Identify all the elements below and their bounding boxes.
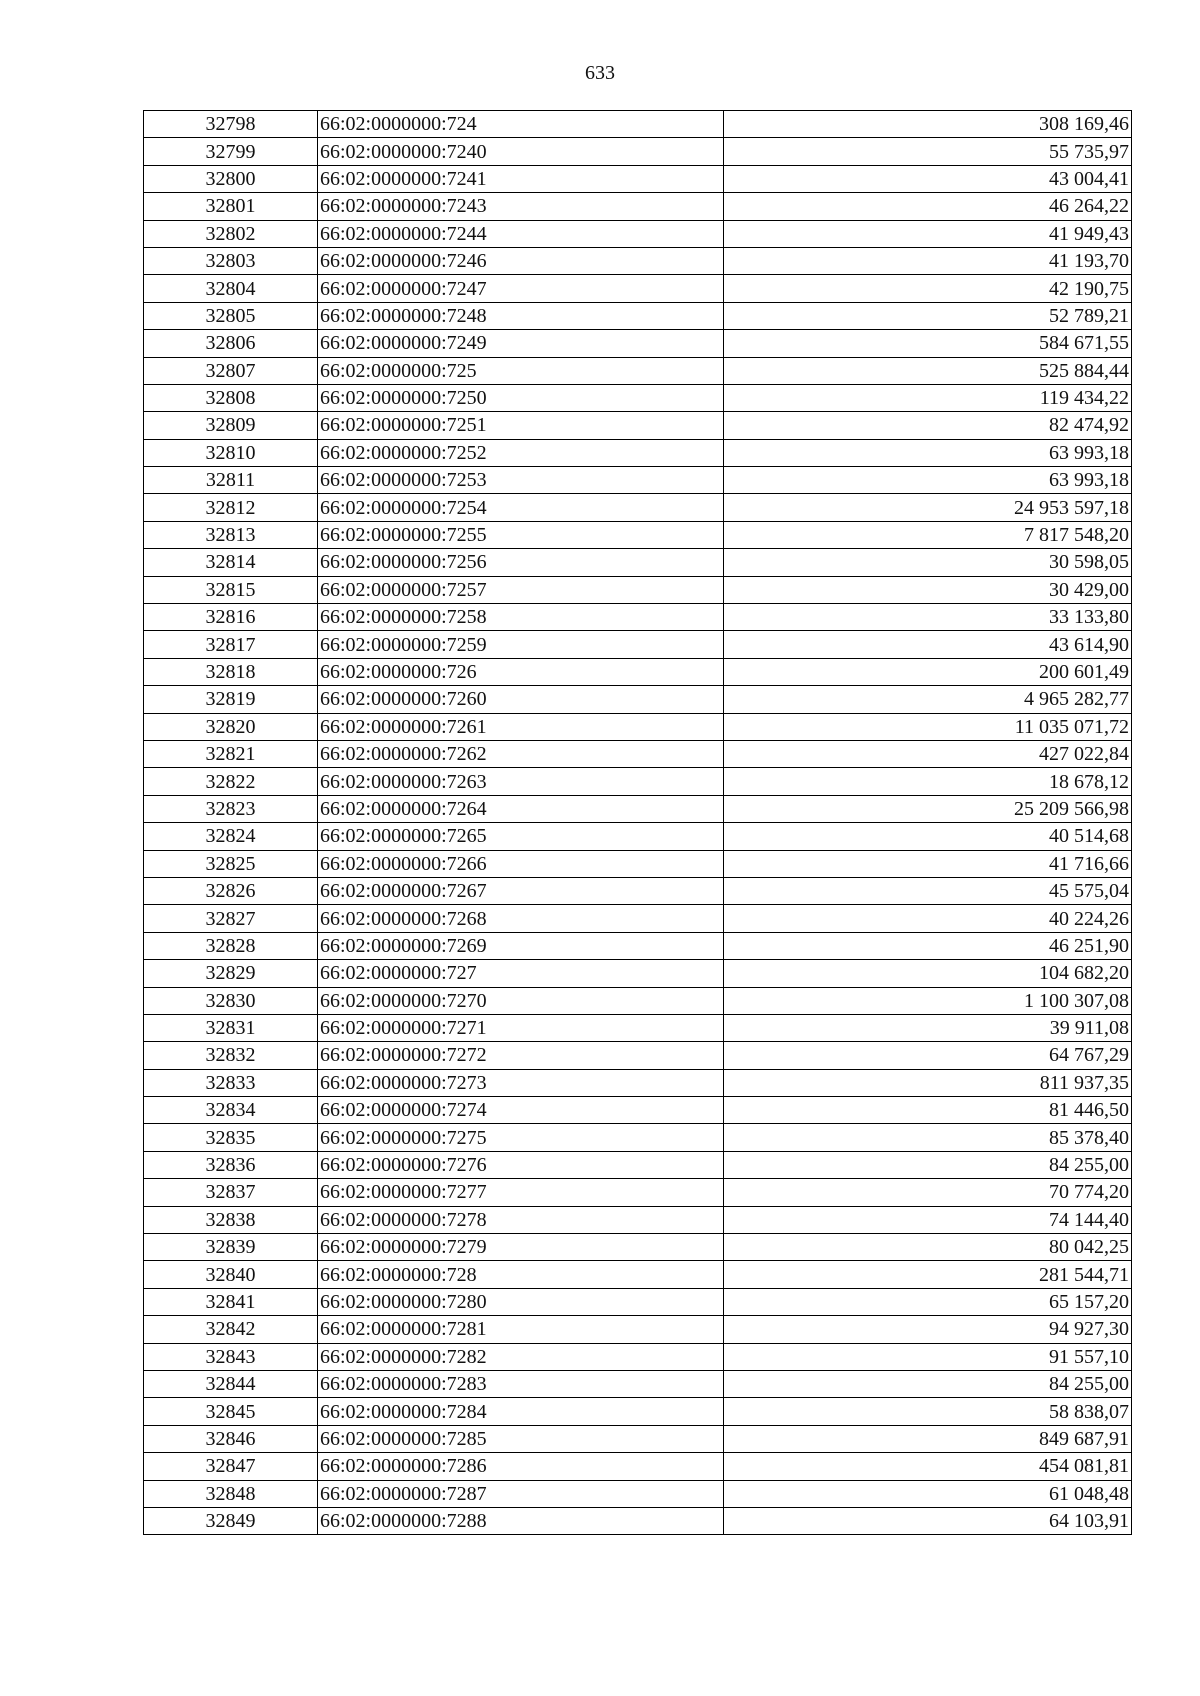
table-row: [144, 1014, 1132, 1041]
table-row: [144, 494, 1132, 521]
row-number-cell: 32823: [144, 795, 318, 822]
cadastral-number-cell: 66:02:0000000:7257: [318, 576, 724, 603]
table-row: [144, 1507, 1132, 1534]
row-number-cell: 32836: [144, 1151, 318, 1178]
table-row: [144, 740, 1132, 767]
cadastral-number-cell: 66:02:0000000:7279: [318, 1234, 724, 1261]
cadastral-number-cell: 66:02:0000000:7256: [318, 549, 724, 576]
row-number-cell: 32811: [144, 467, 318, 494]
cadastral-value-cell: 46 251,90: [724, 932, 1132, 959]
row-number-cell: 32806: [144, 330, 318, 357]
cadastral-number-cell: 66:02:0000000:725: [318, 357, 724, 384]
cadastral-number-cell: 66:02:0000000:7267: [318, 877, 724, 904]
table-row: [144, 302, 1132, 329]
table-row: [144, 658, 1132, 685]
cadastral-value-table: [143, 110, 1132, 1535]
cadastral-value-cell: 91 557,10: [724, 1343, 1132, 1370]
table-row: [144, 1370, 1132, 1397]
table-row: [144, 549, 1132, 576]
table-row: [144, 1124, 1132, 1151]
cadastral-value-cell: 61 048,48: [724, 1480, 1132, 1507]
row-number-cell: 32827: [144, 905, 318, 932]
row-number-cell: 32835: [144, 1124, 318, 1151]
table-row: [144, 576, 1132, 603]
cadastral-number-cell: 66:02:0000000:7260: [318, 686, 724, 713]
cadastral-number-cell: 66:02:0000000:7288: [318, 1507, 724, 1534]
row-number-cell: 32813: [144, 521, 318, 548]
table-row: [144, 1288, 1132, 1315]
cadastral-number-cell: 66:02:0000000:7264: [318, 795, 724, 822]
cadastral-number-cell: 66:02:0000000:7248: [318, 302, 724, 329]
row-number-cell: 32826: [144, 877, 318, 904]
cadastral-value-cell: 40 514,68: [724, 823, 1132, 850]
cadastral-value-cell: 85 378,40: [724, 1124, 1132, 1151]
cadastral-number-cell: 66:02:0000000:7241: [318, 165, 724, 192]
row-number-cell: 32845: [144, 1398, 318, 1425]
table-row: [144, 1453, 1132, 1480]
cadastral-number-cell: 66:02:0000000:7266: [318, 850, 724, 877]
table-row: [144, 111, 1132, 138]
cadastral-number-cell: 66:02:0000000:7282: [318, 1343, 724, 1370]
table-row: [144, 193, 1132, 220]
cadastral-number-cell: 66:02:0000000:7274: [318, 1097, 724, 1124]
table-row: [144, 1398, 1132, 1425]
cadastral-value-cell: 104 682,20: [724, 960, 1132, 987]
cadastral-value-cell: 7 817 548,20: [724, 521, 1132, 548]
cadastral-value-cell: 64 767,29: [724, 1042, 1132, 1069]
cadastral-number-cell: 66:02:0000000:7269: [318, 932, 724, 959]
cadastral-value-cell: 11 035 071,72: [724, 713, 1132, 740]
table-row: [144, 439, 1132, 466]
cadastral-number-cell: 66:02:0000000:7240: [318, 138, 724, 165]
row-number-cell: 32847: [144, 1453, 318, 1480]
cadastral-number-cell: 66:02:0000000:7285: [318, 1425, 724, 1452]
cadastral-value-cell: 58 838,07: [724, 1398, 1132, 1425]
row-number-cell: 32804: [144, 275, 318, 302]
cadastral-number-cell: 66:02:0000000:7271: [318, 1014, 724, 1041]
row-number-cell: 32840: [144, 1261, 318, 1288]
table-row: [144, 1179, 1132, 1206]
table-row: [144, 686, 1132, 713]
cadastral-number-cell: 66:02:0000000:7272: [318, 1042, 724, 1069]
cadastral-value-cell: 46 264,22: [724, 193, 1132, 220]
table-body: [144, 111, 1132, 1535]
cadastral-value-cell: 427 022,84: [724, 740, 1132, 767]
cadastral-value-cell: 41 193,70: [724, 247, 1132, 274]
cadastral-number-cell: 66:02:0000000:726: [318, 658, 724, 685]
cadastral-number-cell: 66:02:0000000:7253: [318, 467, 724, 494]
cadastral-number-cell: 66:02:0000000:7263: [318, 768, 724, 795]
row-number-cell: 32844: [144, 1370, 318, 1397]
cadastral-number-cell: 66:02:0000000:7252: [318, 439, 724, 466]
cadastral-value-cell: 43 614,90: [724, 631, 1132, 658]
table-row: [144, 330, 1132, 357]
table-row: [144, 1069, 1132, 1096]
cadastral-value-cell: 30 598,05: [724, 549, 1132, 576]
row-number-cell: 32832: [144, 1042, 318, 1069]
page-number: 633: [585, 62, 615, 84]
cadastral-value-cell: 40 224,26: [724, 905, 1132, 932]
cadastral-number-cell: 66:02:0000000:7276: [318, 1151, 724, 1178]
cadastral-value-cell: 811 937,35: [724, 1069, 1132, 1096]
table-row: [144, 1480, 1132, 1507]
cadastral-value-cell: 43 004,41: [724, 165, 1132, 192]
table-row: [144, 877, 1132, 904]
row-number-cell: 32798: [144, 111, 318, 138]
row-number-cell: 32842: [144, 1316, 318, 1343]
row-number-cell: 32839: [144, 1234, 318, 1261]
cadastral-number-cell: 66:02:0000000:7278: [318, 1206, 724, 1233]
cadastral-value-cell: 45 575,04: [724, 877, 1132, 904]
cadastral-value-cell: 63 993,18: [724, 467, 1132, 494]
cadastral-value-cell: 84 255,00: [724, 1151, 1132, 1178]
table-row: [144, 384, 1132, 411]
row-number-cell: 32816: [144, 604, 318, 631]
cadastral-value-cell: 24 953 597,18: [724, 494, 1132, 521]
cadastral-number-cell: 66:02:0000000:7247: [318, 275, 724, 302]
cadastral-number-cell: 66:02:0000000:7273: [318, 1069, 724, 1096]
cadastral-number-cell: 66:02:0000000:7287: [318, 1480, 724, 1507]
cadastral-number-cell: 66:02:0000000:7255: [318, 521, 724, 548]
cadastral-number-cell: 66:02:0000000:7261: [318, 713, 724, 740]
cadastral-value-cell: 308 169,46: [724, 111, 1132, 138]
cadastral-number-cell: 66:02:0000000:7254: [318, 494, 724, 521]
row-number-cell: 32805: [144, 302, 318, 329]
row-number-cell: 32817: [144, 631, 318, 658]
table-row: [144, 905, 1132, 932]
cadastral-value-cell: 74 144,40: [724, 1206, 1132, 1233]
row-number-cell: 32807: [144, 357, 318, 384]
table-row: [144, 823, 1132, 850]
row-number-cell: 32800: [144, 165, 318, 192]
row-number-cell: 32803: [144, 247, 318, 274]
row-number-cell: 32819: [144, 686, 318, 713]
row-number-cell: 32834: [144, 1097, 318, 1124]
cadastral-number-cell: 66:02:0000000:7258: [318, 604, 724, 631]
table-row: [144, 960, 1132, 987]
table-row: [144, 795, 1132, 822]
row-number-cell: 32824: [144, 823, 318, 850]
row-number-cell: 32799: [144, 138, 318, 165]
cadastral-number-cell: 66:02:0000000:7265: [318, 823, 724, 850]
cadastral-number-cell: 66:02:0000000:7249: [318, 330, 724, 357]
cadastral-value-cell: 41 949,43: [724, 220, 1132, 247]
row-number-cell: 32846: [144, 1425, 318, 1452]
row-number-cell: 32820: [144, 713, 318, 740]
cadastral-value-cell: 39 911,08: [724, 1014, 1132, 1041]
table-row: [144, 165, 1132, 192]
table-row: [144, 357, 1132, 384]
table-row: [144, 220, 1132, 247]
cadastral-value-cell: 454 081,81: [724, 1453, 1132, 1480]
row-number-cell: 32818: [144, 658, 318, 685]
cadastral-value-cell: 25 209 566,98: [724, 795, 1132, 822]
row-number-cell: 32843: [144, 1343, 318, 1370]
cadastral-number-cell: 66:02:0000000:724: [318, 111, 724, 138]
table-row: [144, 247, 1132, 274]
row-number-cell: 32815: [144, 576, 318, 603]
row-number-cell: 32809: [144, 412, 318, 439]
row-number-cell: 32831: [144, 1014, 318, 1041]
row-number-cell: 32838: [144, 1206, 318, 1233]
table-row: [144, 1097, 1132, 1124]
cadastral-value-cell: 584 671,55: [724, 330, 1132, 357]
table-row: [144, 1042, 1132, 1069]
row-number-cell: 32822: [144, 768, 318, 795]
table-row: [144, 850, 1132, 877]
table-row: [144, 1425, 1132, 1452]
table-row: [144, 467, 1132, 494]
row-number-cell: 32810: [144, 439, 318, 466]
cadastral-number-cell: 66:02:0000000:7268: [318, 905, 724, 932]
table-row: [144, 768, 1132, 795]
cadastral-number-cell: 66:02:0000000:7270: [318, 987, 724, 1014]
cadastral-number-cell: 66:02:0000000:7275: [318, 1124, 724, 1151]
cadastral-number-cell: 66:02:0000000:728: [318, 1261, 724, 1288]
table-row: [144, 412, 1132, 439]
table-row: [144, 1234, 1132, 1261]
cadastral-number-cell: 66:02:0000000:7284: [318, 1398, 724, 1425]
cadastral-value-cell: 70 774,20: [724, 1179, 1132, 1206]
cadastral-value-cell: 525 884,44: [724, 357, 1132, 384]
table-row: [144, 275, 1132, 302]
row-number-cell: 32849: [144, 1507, 318, 1534]
row-number-cell: 32821: [144, 740, 318, 767]
cadastral-number-cell: 66:02:0000000:7246: [318, 247, 724, 274]
row-number-cell: 32808: [144, 384, 318, 411]
cadastral-value-cell: 30 429,00: [724, 576, 1132, 603]
cadastral-value-cell: 281 544,71: [724, 1261, 1132, 1288]
cadastral-value-cell: 1 100 307,08: [724, 987, 1132, 1014]
cadastral-value-cell: 4 965 282,77: [724, 686, 1132, 713]
cadastral-value-cell: 42 190,75: [724, 275, 1132, 302]
cadastral-value-cell: 52 789,21: [724, 302, 1132, 329]
cadastral-value-cell: 80 042,25: [724, 1234, 1132, 1261]
cadastral-number-cell: 66:02:0000000:7250: [318, 384, 724, 411]
row-number-cell: 32837: [144, 1179, 318, 1206]
row-number-cell: 32830: [144, 987, 318, 1014]
table-row: [144, 1316, 1132, 1343]
cadastral-value-cell: 41 716,66: [724, 850, 1132, 877]
row-number-cell: 32812: [144, 494, 318, 521]
table-row: [144, 521, 1132, 548]
cadastral-value-cell: 200 601,49: [724, 658, 1132, 685]
cadastral-number-cell: 66:02:0000000:7251: [318, 412, 724, 439]
table-row: [144, 631, 1132, 658]
cadastral-value-cell: 849 687,91: [724, 1425, 1132, 1452]
cadastral-number-cell: 66:02:0000000:7262: [318, 740, 724, 767]
cadastral-value-cell: 33 133,80: [724, 604, 1132, 631]
row-number-cell: 32829: [144, 960, 318, 987]
table-row: [144, 987, 1132, 1014]
row-number-cell: 32801: [144, 193, 318, 220]
cadastral-number-cell: 66:02:0000000:7283: [318, 1370, 724, 1397]
cadastral-value-cell: 84 255,00: [724, 1370, 1132, 1397]
cadastral-value-cell: 94 927,30: [724, 1316, 1132, 1343]
cadastral-number-cell: 66:02:0000000:7281: [318, 1316, 724, 1343]
cadastral-value-cell: 63 993,18: [724, 439, 1132, 466]
cadastral-number-cell: 66:02:0000000:7243: [318, 193, 724, 220]
table-row: [144, 604, 1132, 631]
row-number-cell: 32828: [144, 932, 318, 959]
cadastral-value-cell: 81 446,50: [724, 1097, 1132, 1124]
cadastral-value-cell: 55 735,97: [724, 138, 1132, 165]
cadastral-value-cell: 65 157,20: [724, 1288, 1132, 1315]
cadastral-value-cell: 18 678,12: [724, 768, 1132, 795]
table-row: [144, 1151, 1132, 1178]
cadastral-value-cell: 82 474,92: [724, 412, 1132, 439]
row-number-cell: 32848: [144, 1480, 318, 1507]
cadastral-value-cell: 119 434,22: [724, 384, 1132, 411]
row-number-cell: 32841: [144, 1288, 318, 1315]
cadastral-value-cell: 64 103,91: [724, 1507, 1132, 1534]
cadastral-number-cell: 66:02:0000000:7277: [318, 1179, 724, 1206]
table-row: [144, 1206, 1132, 1233]
cadastral-number-cell: 66:02:0000000:7244: [318, 220, 724, 247]
row-number-cell: 32802: [144, 220, 318, 247]
table-row: [144, 932, 1132, 959]
cadastral-number-cell: 66:02:0000000:7280: [318, 1288, 724, 1315]
table-row: [144, 713, 1132, 740]
cadastral-number-cell: 66:02:0000000:727: [318, 960, 724, 987]
cadastral-number-cell: 66:02:0000000:7259: [318, 631, 724, 658]
table-row: [144, 1343, 1132, 1370]
table-row: [144, 1261, 1132, 1288]
row-number-cell: 32825: [144, 850, 318, 877]
row-number-cell: 32833: [144, 1069, 318, 1096]
cadastral-number-cell: 66:02:0000000:7286: [318, 1453, 724, 1480]
table-row: [144, 138, 1132, 165]
row-number-cell: 32814: [144, 549, 318, 576]
